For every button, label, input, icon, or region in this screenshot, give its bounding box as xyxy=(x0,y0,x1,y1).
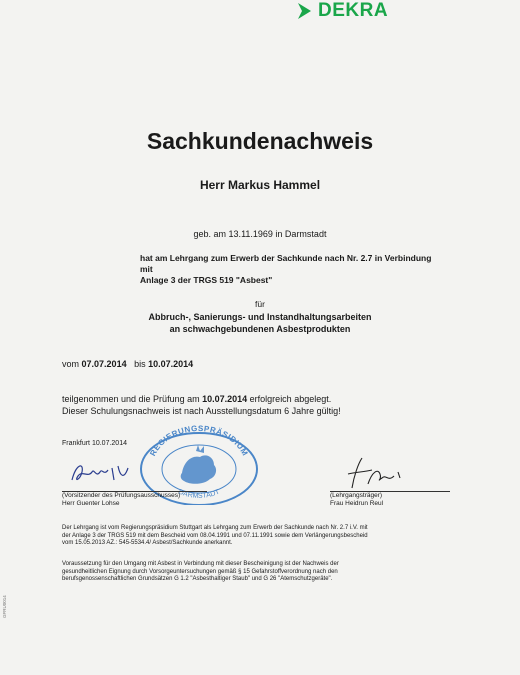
exam-date: 10.07.2014 xyxy=(202,394,248,404)
to-date: 10.07.2014 xyxy=(148,359,194,369)
place-date: Frankfurt 10.07.2014 xyxy=(62,440,127,447)
prerequisite-line-3: berufsgenossenschaftlichen Grundsätzen G 1.2 "Asbesthaltiger Staub" und G 26 "Atemschutzgeräte". xyxy=(62,576,333,583)
dekra-logo xyxy=(296,0,388,22)
work-scope xyxy=(0,311,520,335)
birth-info: geb. am 13.11.1969 in Darmstadt xyxy=(193,229,327,239)
exam-line-1 xyxy=(62,393,341,405)
form-code: GFRU0014 xyxy=(2,595,7,618)
course-line-2: Anlage 3 der TRGS 519 "Asbest" xyxy=(140,275,273,285)
recognition-line-3: vom 15.05.2013 AZ.: 545-5534.4/ Asbest/Sachkunde anerkannt. xyxy=(62,540,233,547)
exam-pre: teilgenommen und die Prüfung am xyxy=(62,394,200,404)
recognition-note xyxy=(62,525,457,548)
recognition-line-2: der Anlage 3 der TRGS 519 mit dem Bescheid vom 08.04.1991 und 07.11.1991 sowie dem Verlängerungsbescheid xyxy=(62,532,368,539)
from-date: 07.07.2014 xyxy=(81,359,127,369)
right-signer xyxy=(330,492,383,508)
signature-left xyxy=(68,458,138,488)
left-signer xyxy=(62,492,180,508)
to-label: bis xyxy=(134,359,146,369)
prerequisite-line-1: Voraussetzung für den Umgang mit Asbest in Verbindung mit dieser Bescheinigung ist der Nachweis der xyxy=(62,561,339,567)
exam-post: erfolgreich abgelegt. xyxy=(249,394,332,404)
svg-text:REGIERUNGSPRÄSIDIUM xyxy=(148,425,249,458)
from-label: vom xyxy=(62,359,80,369)
left-name: Herr Guenter Lohse xyxy=(62,500,120,507)
work-line-1: Abbruch-, Sanierungs- und Instandhaltungsarbeiten xyxy=(148,312,372,322)
prerequisite-line-2: gesundheitlichen Eignung durch Vorsorgeuntersuchungen gemäß § 15 Gefahrstoffverordnung nach den xyxy=(62,568,338,575)
work-line-2: an schwachgebundenen Asbestprodukten xyxy=(169,324,351,334)
course-dates xyxy=(62,359,193,369)
recognition-line-1: Der Lehrgang ist vom Regierungspräsidium Stuttgart als Lehrgang zum Erwerb der Sachkunde nach Nr. 2.7 i.V. mit xyxy=(62,525,368,531)
holder-name: Herr Markus Hammel xyxy=(199,178,321,192)
right-role: (Lehrgangsträger) xyxy=(330,492,383,499)
right-name: Frau Heidrun Reul xyxy=(330,500,384,507)
exam-statement xyxy=(62,393,341,417)
dekra-arrow-icon xyxy=(296,1,314,21)
for-label: für xyxy=(255,299,265,309)
stamp-top-text: REGIERUNGSPRÄSIDIUM xyxy=(148,425,250,458)
page-title: Sachkundenachweis xyxy=(146,128,374,154)
course-line-1: hat am Lehrgang zum Erwerb der Sachkunde nach Nr. 2.7 in Verbindung mit xyxy=(140,253,432,274)
stamp-bottom-text: DARMSTADT xyxy=(177,488,221,500)
validity-line: Dieser Schulungsnachweis ist nach Ausstellungsdatum 6 Jahre gültig! xyxy=(62,406,341,416)
logo-text: DEKRA xyxy=(318,0,389,21)
signature-right xyxy=(342,454,412,492)
prerequisite-note xyxy=(62,561,457,584)
left-role: (Vorsitzender des Prüfungsausschusses) xyxy=(62,492,181,499)
course-text xyxy=(140,253,440,286)
